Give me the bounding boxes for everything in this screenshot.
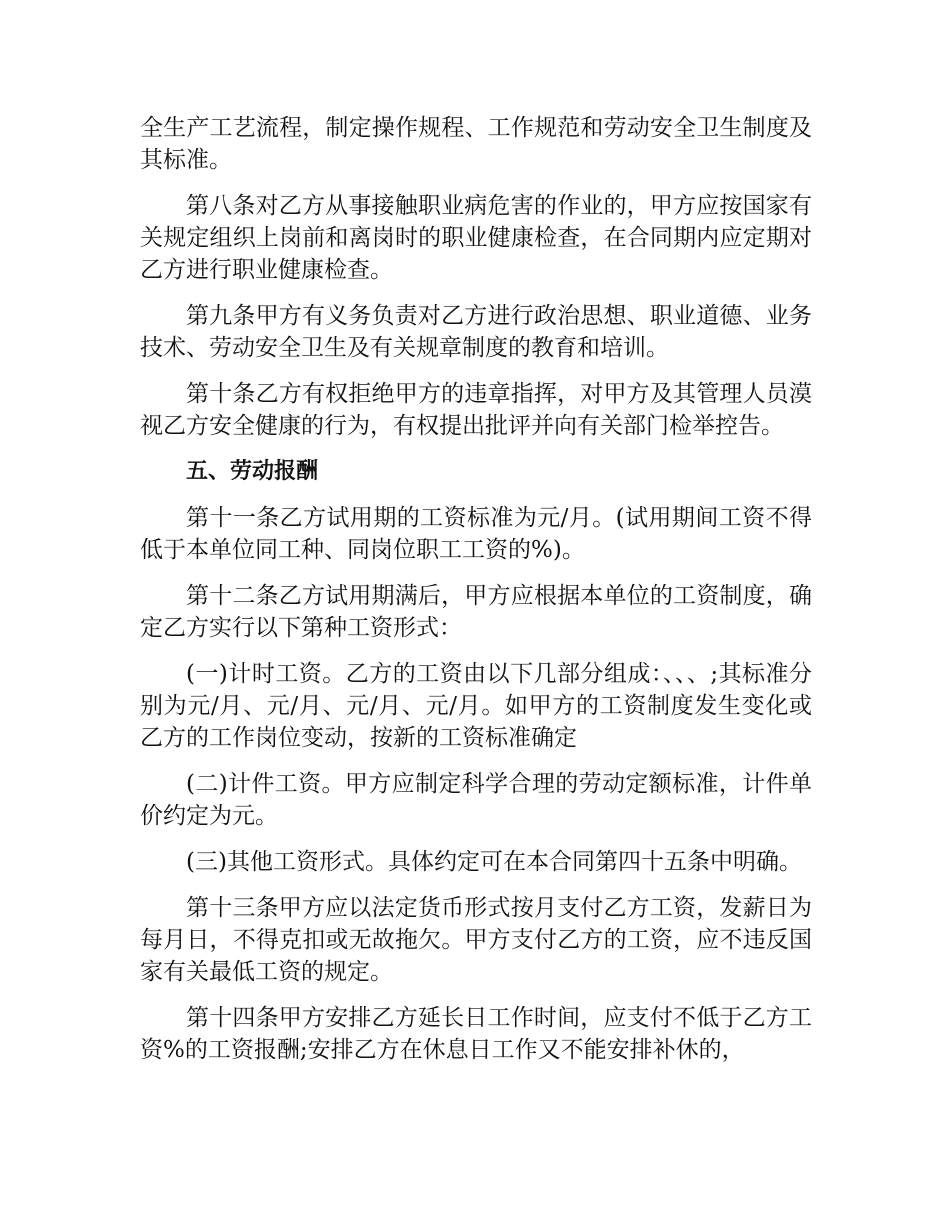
paragraph-piece-wage: (二)计件工资。甲方应制定科学合理的劳动定额标准，计件单价约定为元。 — [140, 771, 812, 829]
section-heading-labor-remuneration: 五、劳动报酬 — [186, 459, 319, 484]
paragraph-continuation: 全生产工艺流程，制定操作规程、工作规范和劳动安全卫生制度及其标准。 — [140, 115, 812, 173]
paragraph-other-wage: (三)其他工资形式。具体约定可在本合同第四十五条中明确。 — [186, 849, 802, 875]
paragraph-article-9: 第九条甲方有义务负责对乙方进行政治思想、职业道德、业务技术、劳动安全卫生及有关规章制度的教育和培训。 — [140, 303, 812, 361]
document-body — [140, 112, 812, 1080]
paragraph-article-12: 第十二条乙方试用期满后，甲方应根据本单位的工资制度，确定乙方实行以下第种工资形式： — [140, 583, 812, 641]
paragraph-article-8: 第八条对乙方从事接触职业病危害的作业的，甲方应按国家有关规定组织上岗前和离岗时的职业健康检查，在合同期内应定期对乙方进行职业健康检查。 — [140, 193, 812, 283]
paragraph-article-14: 第十四条甲方安排乙方延长日工作时间，应支付不低于乙方工资%的工资报酬;安排乙方在休息日工作又不能安排补休的， — [140, 1005, 812, 1063]
paragraph-article-11: 第十一条乙方试用期的工资标准为元/月。(试用期间工资不得低于本单位同工种、同岗位职工工资的%)。 — [140, 505, 812, 563]
paragraph-time-wage: (一)计时工资。乙方的工资由以下几部分组成：、、、;其标准分别为元/月、元/月、元/月、元/月。如甲方的工资制度发生变化或乙方的工作岗位变动，按新的工资标准确定 — [140, 661, 812, 751]
paragraph-article-10: 第十条乙方有权拒绝甲方的违章指挥，对甲方及其管理人员漠视乙方安全健康的行为，有权提出批评并向有关部门检举控告。 — [140, 381, 812, 439]
paragraph-article-13: 第十三条甲方应以法定货币形式按月支付乙方工资，发薪日为每月日，不得克扣或无故拖欠。甲方支付乙方的工资，应不违反国家有关最低工资的规定。 — [140, 895, 812, 985]
